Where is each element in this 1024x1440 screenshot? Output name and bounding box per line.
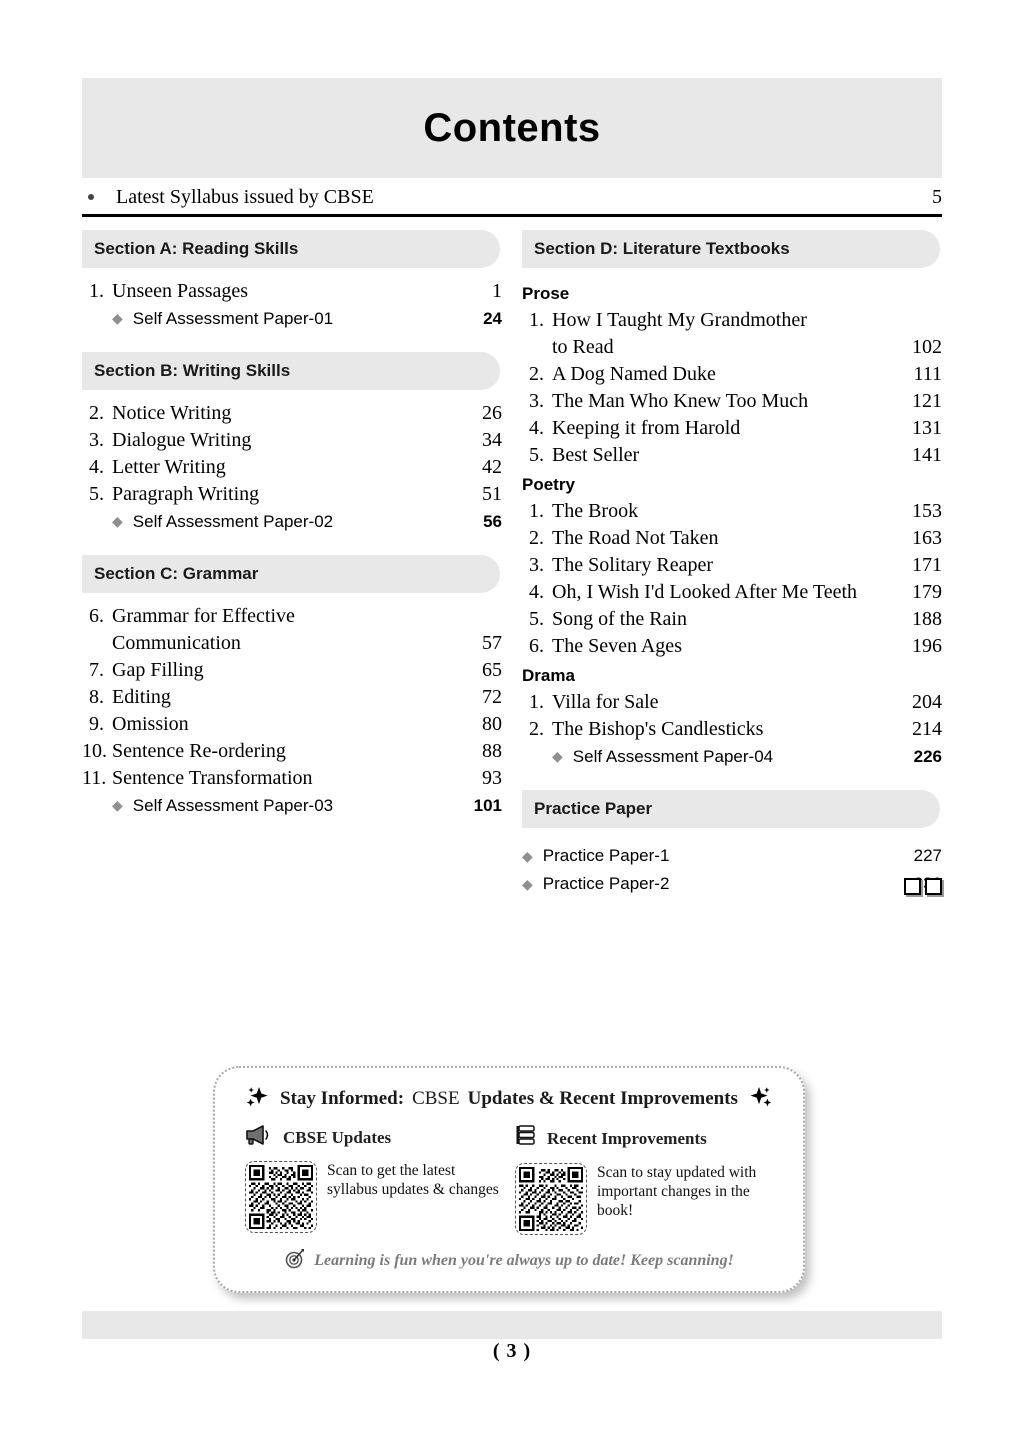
toc-entry-number: 1. xyxy=(529,691,544,713)
promo-subheading-row xyxy=(515,1124,787,1153)
toc-entry-title xyxy=(112,657,462,684)
promo-title xyxy=(231,1086,787,1112)
toc-entry-number: 7. xyxy=(89,659,104,681)
toc-entry-title-line: Song of the Rain xyxy=(552,608,687,630)
toc-entry-title-line: A Dog Named Duke xyxy=(552,363,716,385)
section-heading-a: Section A: Reading Skills xyxy=(82,230,500,268)
toc-entry-title xyxy=(552,442,902,469)
toc-entry-title xyxy=(552,498,902,525)
toc-entry-title-line: The Road Not Taken xyxy=(552,527,719,549)
footer-band xyxy=(82,1311,942,1339)
toc-entry-number: 11. xyxy=(82,767,107,789)
toc-entry-page: 34 xyxy=(482,429,502,451)
toc-entry-title-line: The Solitary Reaper xyxy=(552,554,714,576)
toc-entry-title xyxy=(552,606,902,633)
toc-entry-number: 10. xyxy=(82,740,107,762)
toc-entry-page: 42 xyxy=(482,456,502,478)
toc-entry-title xyxy=(552,361,902,388)
toc-entry-page: 153 xyxy=(912,500,942,522)
toc-entry-title: Self Assessment Paper-02 xyxy=(132,512,334,531)
left-column xyxy=(82,230,502,819)
toc-entry-page: 121 xyxy=(912,390,942,412)
toc-entry-title-line: Oh, I Wish I'd Looked After Me Teeth xyxy=(552,581,858,603)
end-marker-square xyxy=(925,878,942,895)
toc-entry-assessment xyxy=(82,792,502,819)
toc-entry-page: 196 xyxy=(912,635,942,657)
toc-entry xyxy=(522,525,942,552)
toc-entry-page: 72 xyxy=(482,686,502,708)
promo-title-part3: Updates & Recent Improvements xyxy=(467,1088,738,1109)
promo-scan-row xyxy=(245,1161,509,1233)
promo-title-part2: CBSE xyxy=(412,1088,460,1109)
toc-entry xyxy=(82,603,502,657)
promo-footer-text: Learning is fun when you're always up to date! Keep scanning! xyxy=(314,1251,734,1269)
toc-entry xyxy=(522,633,942,660)
contents-title-band xyxy=(82,78,942,178)
diamond-bullet-icon: ◆ xyxy=(522,876,533,892)
toc-entry-title-line: Editing xyxy=(112,686,171,708)
toc-entry-number: 8. xyxy=(89,686,104,708)
toc-entry-number: 4. xyxy=(529,417,544,439)
toc-entry-page: 57 xyxy=(482,632,502,654)
toc-entry-title-line: Omission xyxy=(112,713,189,735)
syllabus-label: Latest Syllabus issued by CBSE xyxy=(116,185,374,208)
toc-entry-number: 1. xyxy=(529,309,544,331)
toc-entry-number: 3. xyxy=(529,390,544,412)
toc-entry-number: 3. xyxy=(89,429,104,451)
toc-entry-page: 101 xyxy=(473,796,502,815)
promo-scan-row xyxy=(515,1163,787,1235)
sparkle-icon xyxy=(246,1086,272,1112)
practice-paper-entry xyxy=(522,870,942,898)
toc-entry-title xyxy=(112,400,462,427)
toc-entry-page: 226 xyxy=(913,747,942,766)
promo-caption: Scan to stay updated with important changes in the book! xyxy=(597,1164,757,1219)
right-column xyxy=(522,230,942,898)
toc-entry-title xyxy=(552,579,902,606)
toc-entry-page: 24 xyxy=(483,309,502,328)
promo-columns xyxy=(231,1124,787,1235)
toc-entry-title-line: The Brook xyxy=(552,500,639,522)
toc-entry-page: 141 xyxy=(912,444,942,466)
toc-entry xyxy=(82,657,502,684)
literature-subheading: Poetry xyxy=(522,475,575,494)
toc-entry xyxy=(522,388,942,415)
toc-entry-page: 56 xyxy=(483,512,502,531)
toc-entry-assessment xyxy=(82,508,502,535)
toc-entry-number: 5. xyxy=(89,483,104,505)
toc-entry-title: Self Assessment Paper-03 xyxy=(132,796,334,815)
toc-entry xyxy=(82,738,502,765)
toc-entry-title xyxy=(112,278,462,305)
toc-entry-title xyxy=(552,525,902,552)
toc-entry-page: 93 xyxy=(482,767,502,789)
diamond-bullet-icon: ◆ xyxy=(552,748,563,764)
toc-entry-title xyxy=(552,633,902,660)
toc-entry-number: 1. xyxy=(89,280,104,302)
toc-entry xyxy=(82,765,502,792)
toc-entry-title-line: The Bishop's Candlesticks xyxy=(552,718,764,740)
toc-entry xyxy=(82,427,502,454)
toc-entry-page: 188 xyxy=(912,608,942,630)
toc-entry-number: 3. xyxy=(529,554,544,576)
toc-entry-title xyxy=(112,711,462,738)
promo-subheading-row xyxy=(245,1124,509,1151)
toc-entry-page: 131 xyxy=(912,417,942,439)
bullet-dot-icon xyxy=(88,194,94,200)
toc-entry xyxy=(522,415,942,442)
end-marker xyxy=(904,878,942,895)
promo-title-part1: Stay Informed: xyxy=(280,1088,405,1109)
qr-code-icon[interactable] xyxy=(515,1163,587,1235)
toc-entry-title xyxy=(112,765,462,792)
toc-entry-page: 214 xyxy=(912,718,942,740)
toc-entry-number: 4. xyxy=(529,581,544,603)
toc-entry xyxy=(522,579,942,606)
toc-entry-title-line: Best Seller xyxy=(552,444,640,466)
toc-entry-assessment xyxy=(522,743,942,770)
practice-paper-entry xyxy=(522,842,942,870)
toc-entry-title xyxy=(112,481,462,508)
toc-entry xyxy=(522,442,942,469)
toc-entry-page: 111 xyxy=(913,363,942,385)
toc-entry-assessment xyxy=(82,305,502,332)
toc-entry-number: 2. xyxy=(529,527,544,549)
toc-entry xyxy=(82,278,502,305)
toc-entry-title-line: Gap Filling xyxy=(112,659,204,681)
toc-entry-title xyxy=(112,427,462,454)
toc-entry-number: 6. xyxy=(529,635,544,657)
toc-entry-number: 2. xyxy=(89,402,104,424)
promo-subheading-label: Recent Improvements xyxy=(547,1128,707,1148)
toc-entry-page: 1 xyxy=(492,280,502,302)
toc-entry xyxy=(522,689,942,716)
toc-entry-title xyxy=(552,307,902,361)
toc-entry-title xyxy=(112,603,462,657)
toc-entry-title xyxy=(552,552,902,579)
section-heading-d: Section D: Literature Textbooks xyxy=(522,230,940,268)
promo-caption: Scan to get the latest syllabus updates & changes xyxy=(327,1162,499,1198)
toc-entry xyxy=(82,400,502,427)
toc-entry xyxy=(82,454,502,481)
toc-entry-title-line: Letter Writing xyxy=(112,456,226,478)
toc-entry-title-line: Dialogue Writing xyxy=(112,429,252,451)
diamond-bullet-icon: ◆ xyxy=(112,513,123,529)
toc-entry-page: 204 xyxy=(912,691,942,713)
toc-entry-page: 163 xyxy=(912,527,942,549)
diamond-bullet-icon: ◆ xyxy=(112,797,123,813)
toc-entry-page: 65 xyxy=(482,659,502,681)
promo-column-recent-improvements xyxy=(509,1124,787,1235)
promo-box xyxy=(213,1066,805,1293)
literature-subheading: Drama xyxy=(522,666,575,685)
diamond-bullet-icon: ◆ xyxy=(522,848,533,864)
toc-entry-title: Self Assessment Paper-01 xyxy=(132,309,334,328)
stacked-books-icon xyxy=(515,1124,537,1153)
diamond-bullet-icon: ◆ xyxy=(112,310,123,326)
toc-entry-title-line: Paragraph Writing xyxy=(112,483,260,505)
toc-entry-title-line: The Seven Ages xyxy=(552,635,682,657)
practice-paper-heading: Practice Paper xyxy=(522,790,940,828)
toc-entry xyxy=(522,716,942,743)
promo-column-cbse-updates xyxy=(231,1124,509,1235)
practice-paper-title: Practice Paper-1 xyxy=(542,846,670,865)
promo-subheading-label: CBSE Updates xyxy=(283,1127,392,1147)
toc-entry xyxy=(82,481,502,508)
toc-entry-number: 2. xyxy=(529,718,544,740)
toc-entry-title xyxy=(112,738,462,765)
toc-entry-title-line: Unseen Passages xyxy=(112,280,249,302)
toc-entry-page: 88 xyxy=(482,740,502,762)
toc-entry-title xyxy=(112,684,462,711)
toc-entry-title-line: How I Taught My Grandmother xyxy=(552,309,807,331)
toc-entry-number: 4. xyxy=(89,456,104,478)
toc-entry-number: 9. xyxy=(89,713,104,735)
section-heading-b: Section B: Writing Skills xyxy=(82,352,500,390)
toc-entry-title xyxy=(112,454,462,481)
toc-entry-title xyxy=(552,415,902,442)
page-number: ( 3 ) xyxy=(492,1340,532,1362)
toc-entry-title xyxy=(552,388,902,415)
toc-entry-title-line2: Communication xyxy=(112,632,241,654)
toc-entry-title xyxy=(552,689,902,716)
syllabus-row xyxy=(82,182,942,212)
megaphone-icon xyxy=(245,1124,273,1151)
toc-entry-number: 5. xyxy=(529,608,544,630)
header-divider xyxy=(82,214,942,217)
toc-entry-title-line2: to Read xyxy=(552,336,614,358)
toc-entry-title-line: Villa for Sale xyxy=(552,691,659,713)
toc-entry xyxy=(522,498,942,525)
qr-code-icon[interactable] xyxy=(245,1161,317,1233)
toc-entry-page: 102 xyxy=(912,336,942,358)
target-dart-icon xyxy=(284,1247,306,1274)
toc-entry-title-line: Keeping it from Harold xyxy=(552,417,741,439)
toc-entry-number: 1. xyxy=(529,500,544,522)
toc-entry xyxy=(522,552,942,579)
toc-entry-title-line: Sentence Re-ordering xyxy=(112,740,286,762)
toc-entry-page: 171 xyxy=(912,554,942,576)
page-title: Contents xyxy=(423,105,601,150)
section-heading-c: Section C: Grammar xyxy=(82,555,500,593)
toc-entry xyxy=(522,606,942,633)
practice-paper-title: Practice Paper-2 xyxy=(542,874,670,893)
sparkle-icon xyxy=(746,1086,772,1112)
toc-entry-title-line: Sentence Transformation xyxy=(112,767,313,789)
toc-entry-title xyxy=(552,716,902,743)
toc-entry-number: 5. xyxy=(529,444,544,466)
toc-entry-title-line: Grammar for Effective xyxy=(112,605,295,627)
syllabus-page-number: 5 xyxy=(932,185,942,208)
toc-entry-number: 6. xyxy=(89,605,104,627)
toc-entry xyxy=(82,684,502,711)
toc-entry-title-line: Notice Writing xyxy=(112,402,232,424)
toc-entry-number: 2. xyxy=(529,363,544,385)
toc-entry-page: 51 xyxy=(482,483,502,505)
toc-entry-title-line: The Man Who Knew Too Much xyxy=(552,390,809,412)
toc-entry xyxy=(522,307,942,361)
practice-paper-page: 227 xyxy=(913,846,942,865)
toc-entry-page: 26 xyxy=(482,402,502,424)
toc-entry xyxy=(522,361,942,388)
toc-entry xyxy=(82,711,502,738)
end-marker-square xyxy=(904,878,921,895)
literature-subheading: Prose xyxy=(522,284,570,303)
toc-entry-title: Self Assessment Paper-04 xyxy=(572,747,774,766)
promo-footer xyxy=(231,1247,787,1274)
toc-entry-page: 80 xyxy=(482,713,502,735)
toc-entry-page: 179 xyxy=(912,581,942,603)
